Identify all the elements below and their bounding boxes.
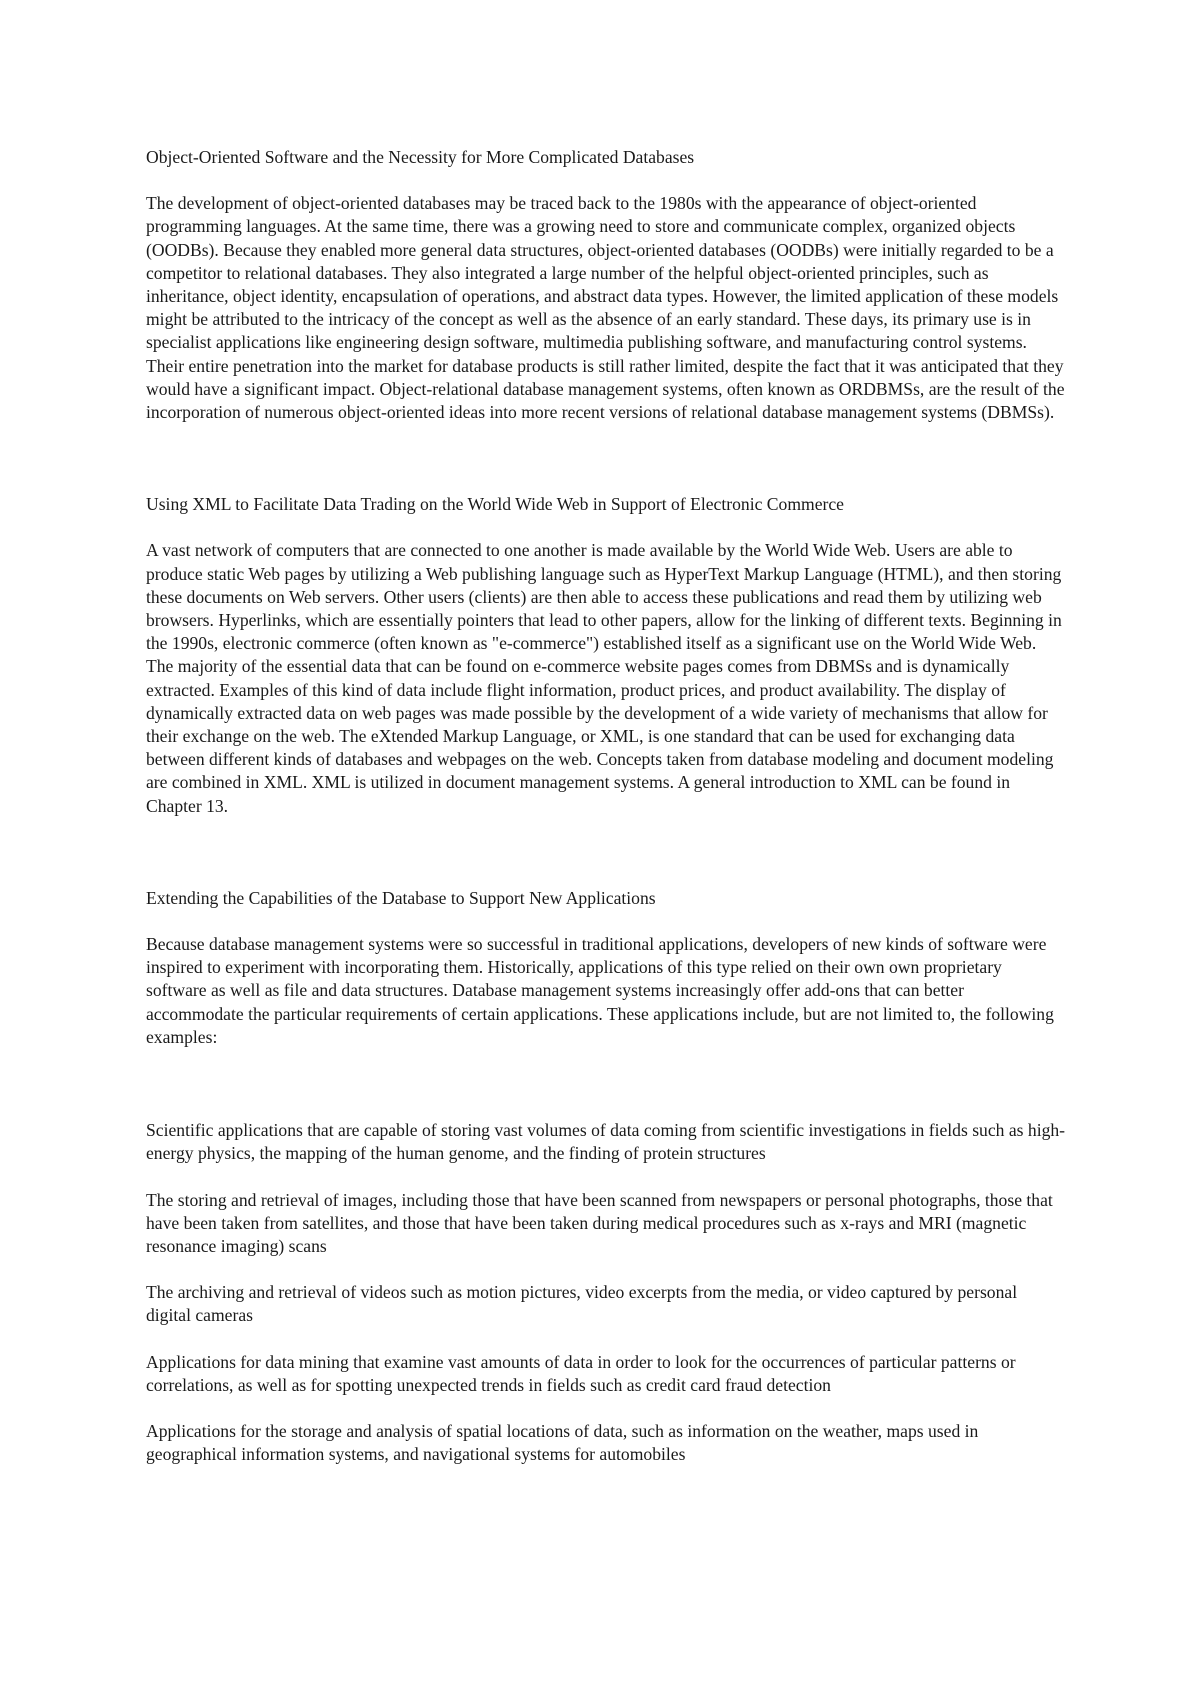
section-heading-oodb: Object-Oriented Software and the Necessity for More Complicated Databases [146,147,695,167]
section-paragraph-oodb: The development of object-oriented databases may be traced back to the 1980s with the appearance of object-oriented programming languages. At the same time, there was a growing need to store and communicate complex, organized objects (OODBs). Because they enabled more general data structures, object-oriented databases (OODBs) were initially regarded to be a competitor to relational databases. They also integrated a large number of the helpful object-oriented principles, such as inheritance, object identity, encapsulation of operations, and abstract data types. However, the limited application of these models might be attributed to the intricacy of the concept as well as the absence of an early standard. These days, its primary use is in specialist applications like engineering design software, multimedia publishing software, and manufacturing control systems. Their entire penetration into the market for database products is still rather limited, despite the fact that it was anticipated that they would have a significant impact. Object-relational database management systems, often known as ORDBMSs, are the result of the incorporation of numerous object-oriented ideas into more recent versions of relational database management systems (DBMSs). [146,193,1065,423]
spacer [146,424,1066,493]
spacer [146,1258,1066,1281]
section-heading-new-applications: Extending the Capabilities of the Database to Support New Applications [146,887,656,908]
list-item: Applications for the storage and analysis of spatial locations of data, such as information on the weather, maps used in geographical information systems, and navigational systems for automobiles [146,1420,979,1465]
spacer [146,1049,1066,1119]
examples-list [146,1119,1066,1466]
list-item: Scientific applications that are capable of storing vast volumes of data coming from scientific investigations in fields such as high-energy physics, the mapping of the human genome, and the finding of protein structures [146,1120,1066,1164]
spacer [146,1397,1066,1420]
spacer [146,1166,1066,1189]
section-heading-xml: Using XML to Facilitate Data Trading on the World Wide Web in Support of Electronic Commerce [146,494,844,515]
spacer [146,910,1066,933]
section-paragraph-xml: A vast network of computers that are connected to one another is made available by the World Wide Web. Users are able to produce static Web pages by utilizing a Web publishing language such as HyperText Markup Language (HTML), and then storing these documents on Web servers. Other users (clients) are then able to access these publications and read them by utilizing web browsers. Hyperlinks, which are essentially pointers that lead to other papers, allow for the linking of different texts. Beginning in the 1990s, electronic commerce (often known as "e-commerce") established itself as a significant use on the World Wide Web. The majority of the essential data that can be found on e-commerce website pages comes from DBMSs and is dynamically extracted. Examples of this kind of data include flight information, product prices, and product availability. The display of dynamically extracted data on web pages was made possible by the development of a wide variety of mechanisms that allow for their exchange on the web. The eXtended Markup Language, or XML, is one standard that can be used for exchanging data between different kinds of databases and webpages on the web. Concepts taken from database modeling and document modeling are combined in XML. XML is utilized in document management systems. A general introduction to XML can be found in Chapter 13. [146,540,1062,816]
spacer [146,818,1066,887]
spacer [146,1328,1066,1351]
spacer [146,516,1066,539]
list-item: The storing and retrieval of images, including those that have been scanned from newspapers or personal photographs, those that have been taken from satellites, and those that have been taken during medical procedures such as x-rays and MRI (magnetic resonance imaging) scans [146,1189,1053,1256]
document-page [146,146,1066,1466]
section-paragraph-new-applications: Because database management systems were so successful in traditional applications, developers of new kinds of software were inspired to experiment with incorporating them. Historically, applications of this type relied on their own own proprietary software as well as file and data structures. Database management systems increasingly offer add-ons that can better accommodate the particular requirements of certain applications. These applications include, but are not limited to, the following examples: [146,934,1054,1047]
spacer [146,169,1066,192]
list-item: The archiving and retrieval of videos such as motion pictures, video excerpts from the media, or video captured by personal digital cameras [146,1282,1018,1326]
list-item: Applications for data mining that examine vast amounts of data in order to look for the occurrences of particular patterns or correlations, as well as for spotting unexpected trends in fields such as credit card fraud detection [146,1351,1016,1395]
